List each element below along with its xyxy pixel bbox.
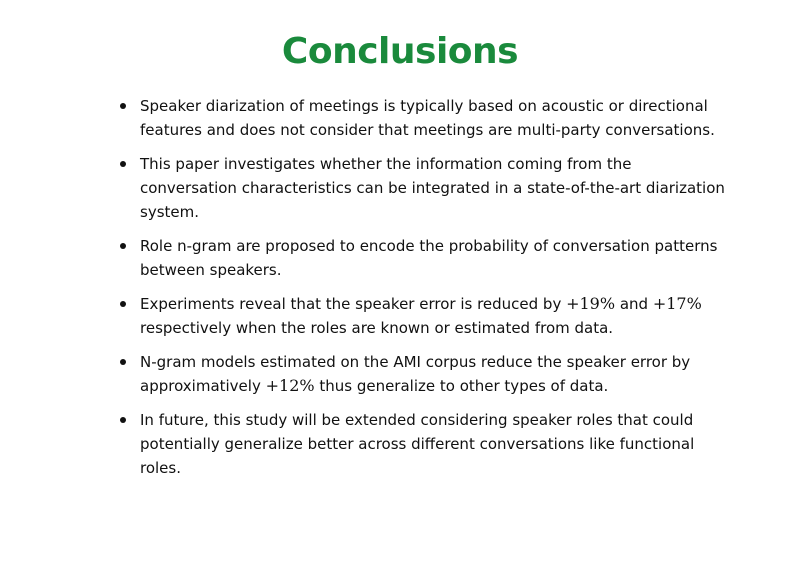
bullet-text: Experiments reveal that the speaker error is reduced by xyxy=(140,295,567,313)
bullet-item xyxy=(118,152,728,224)
bullet-item xyxy=(118,292,728,340)
bullet-item xyxy=(118,408,728,480)
bullet-text: Role n-gram are proposed to encode the probability of conversation patterns between speakers. xyxy=(140,237,718,279)
bullet-item xyxy=(118,234,728,282)
bullet-item xyxy=(118,94,728,142)
bullet-icon xyxy=(120,243,126,249)
bullet-text: Speaker diarization of meetings is typically based on acoustic or directional features and does not consider that meetings are multi-party conversations. xyxy=(140,97,715,139)
bullet-text: This paper investigates whether the information coming from the conversation characteristics can be integrated in a state-of-the-art diarization system. xyxy=(140,155,725,221)
bullet-text: and xyxy=(615,295,653,313)
bullet-list xyxy=(118,94,728,490)
math-value: +17% xyxy=(652,294,702,313)
math-value: +19% xyxy=(566,294,616,313)
bullet-text: In future, this study will be extended considering speaker roles that could potentially generalize better across different conversations like functional roles. xyxy=(140,411,695,477)
bullet-text: N-gram models estimated on the AMI corpus reduce the speaker error by approximatively xyxy=(140,353,691,395)
bullet-text: respectively when the roles are known or estimated from data. xyxy=(140,319,614,337)
bullet-icon xyxy=(120,161,126,167)
bullet-item xyxy=(118,350,728,398)
math-value: +12% xyxy=(265,376,315,395)
bullet-icon xyxy=(120,301,126,307)
bullet-icon xyxy=(120,359,126,365)
slide-title: Conclusions xyxy=(281,31,519,72)
bullet-icon xyxy=(120,103,126,109)
bullet-text: thus generalize to other types of data. xyxy=(314,377,609,395)
bullet-icon xyxy=(120,417,126,423)
